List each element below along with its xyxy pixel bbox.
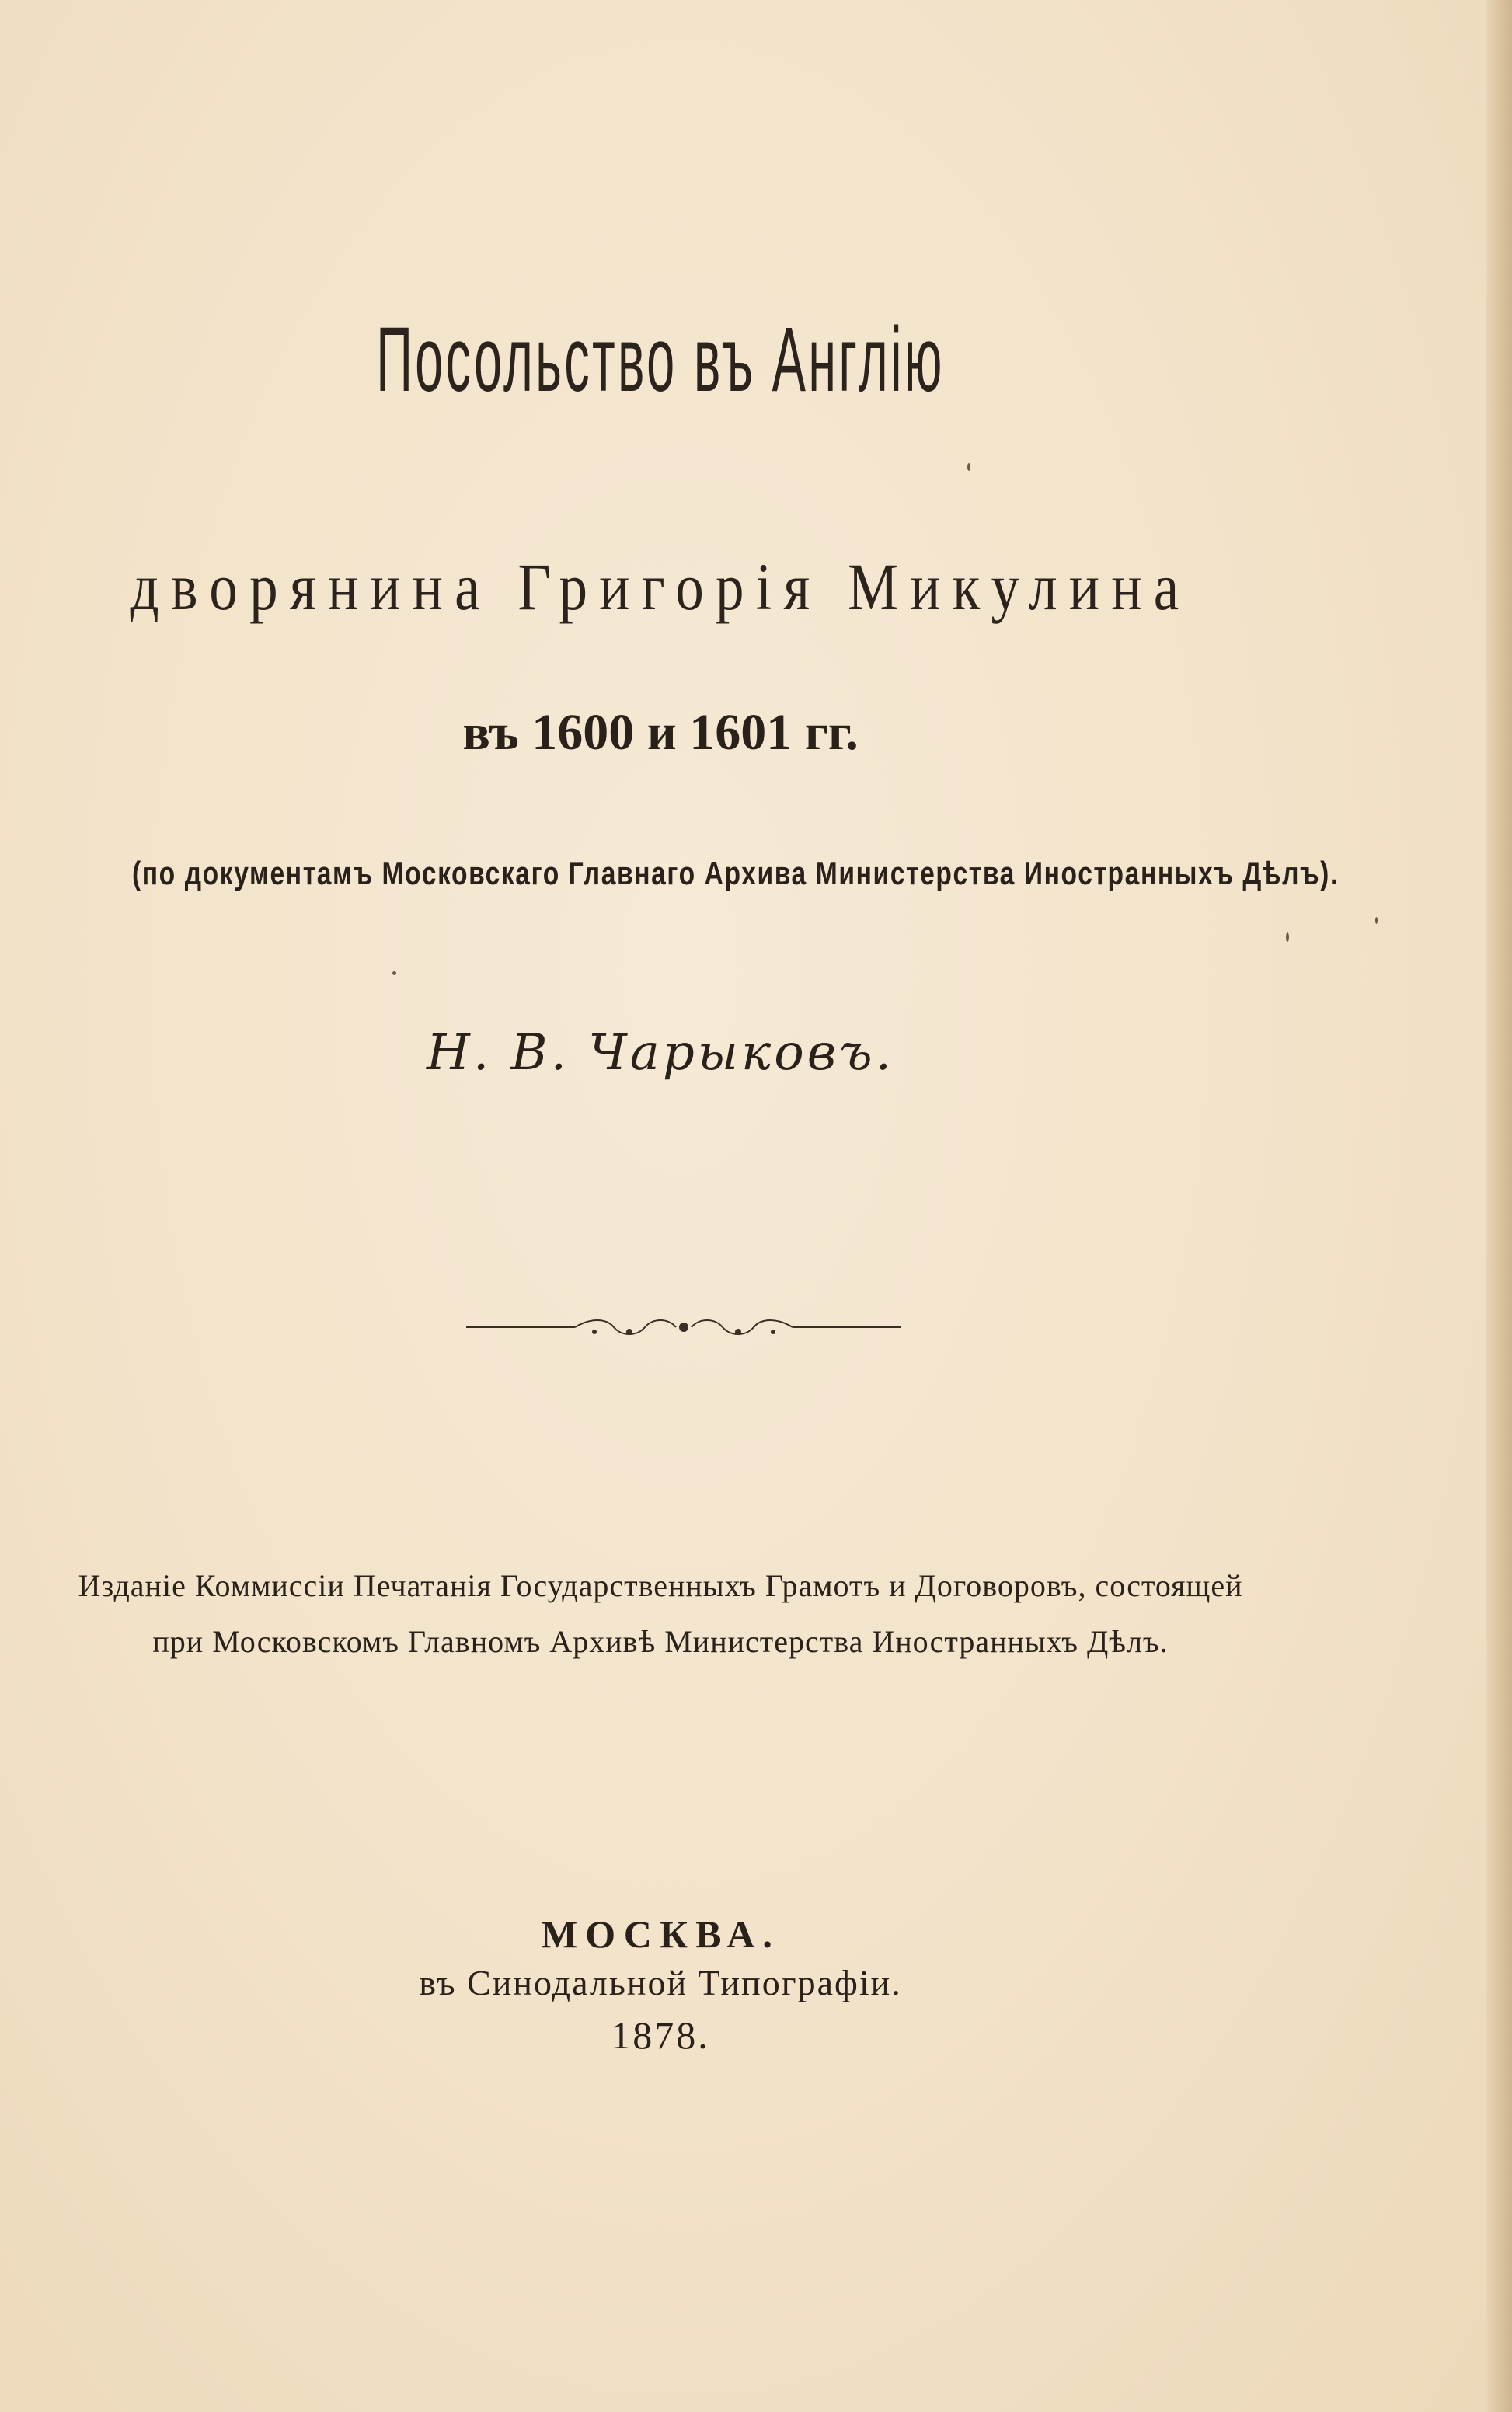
imprint-year: 1878. [611, 2013, 710, 2057]
page-edge [1486, 0, 1512, 2412]
source-note: (по документамъ Московскаго Главнаго Архива Министерства Иностранныхъ Дѣлъ). [132, 855, 1339, 891]
paper-speck [1375, 917, 1378, 924]
paper-speck [392, 971, 396, 975]
floral-rule-icon [466, 1313, 901, 1341]
book-title: Посольство въ Англію [376, 308, 945, 411]
paper-speck [967, 463, 970, 471]
book-subtitle: дворянина Григорія Микулина [130, 549, 1191, 624]
paper-speck [1286, 932, 1289, 942]
imprint-city: МОСКВА. [541, 1912, 780, 1956]
date-range: въ 1600 и 1601 гг. [462, 704, 859, 761]
author-name: Н. В. Чарыковъ. [427, 1024, 894, 1082]
publisher-line-1: Изданіе Коммиссіи Печатанія Государственныхъ Грамотъ и Договоровъ, состоящей [78, 1568, 1243, 1603]
publisher-line-2: при Московскомъ Главномъ Архивѣ Министерства Иностранныхъ Дѣлъ. [152, 1624, 1169, 1659]
publisher-note [0, 1558, 1321, 1670]
imprint-press: въ Синодальной Типографіи. [419, 1963, 902, 2002]
